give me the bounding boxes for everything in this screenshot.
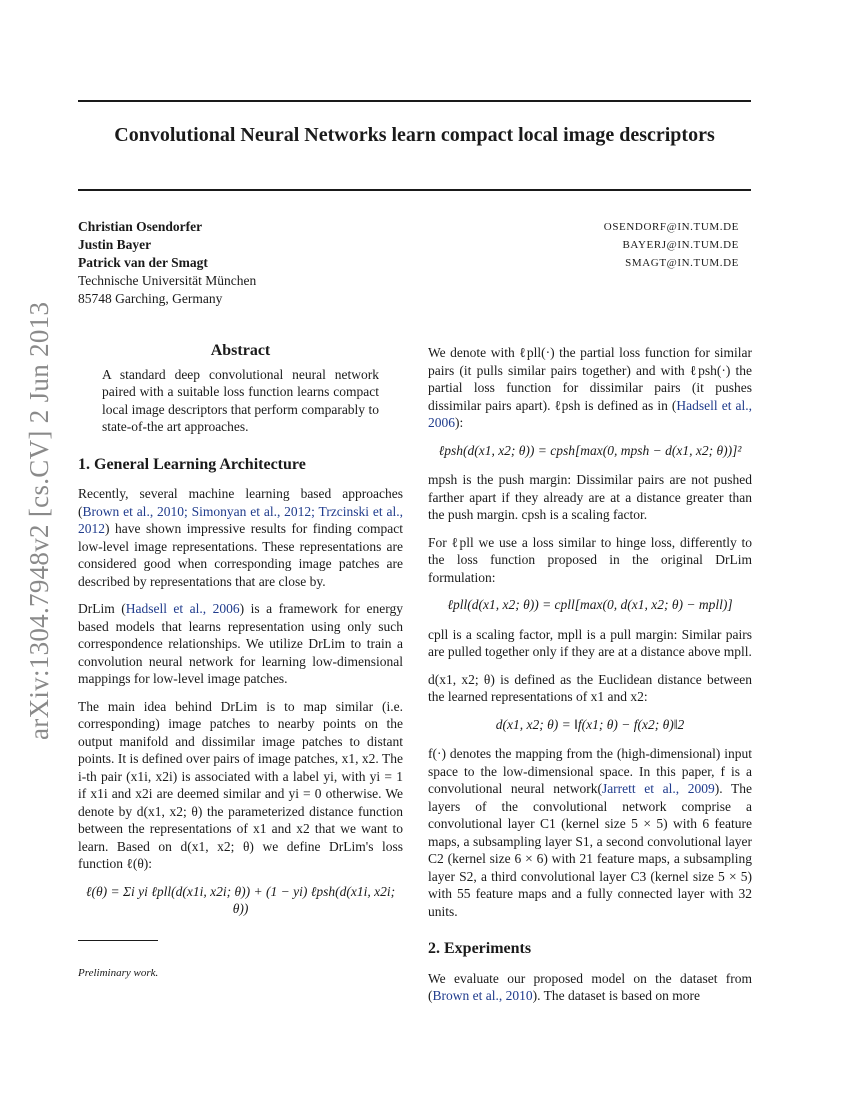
citation-link[interactable]: Hadsell et al., 2006 — [428, 397, 752, 430]
author-row — [78, 218, 751, 236]
paragraph-text: f(·) denotes the mapping from the (high-dimensional) input space to the low-dimensional space. In this paper, f is a convolutional neural network( — [428, 746, 752, 796]
paragraph — [428, 745, 752, 920]
author-name: Justin Bayer — [78, 237, 152, 252]
paragraph-text: ) have shown impressive results for finding compact low-level image representations. These representations are considered good when corresponding image patches are described by representations that are close by. — [78, 521, 403, 589]
author-row — [78, 236, 751, 254]
paragraph — [78, 600, 403, 688]
paragraph-text: ): — [455, 415, 464, 430]
paragraph — [78, 485, 403, 590]
paragraph: mpsh is the push margin: Dissimilar pairs are not pushed farther apart if they already are at a distance greater than the push margin. cpsh is a scaling factor. — [428, 472, 752, 522]
paragraph-text: ) is a framework for energy based models that learns representation using only such correspondence relationships. We utilize DrLim to train a convolution neural network for learning low-dimensional mappings for low-level image patches. — [78, 601, 403, 686]
author-email[interactable]: OSENDORF@IN.TUM.DE — [603, 221, 739, 233]
paragraph: For ℓpll we use a loss similar to hinge loss, differently to the loss function proposed in the original DrLim formulation: — [428, 534, 752, 585]
right-column — [428, 344, 752, 1015]
section-heading: 2. Experiments — [428, 940, 532, 957]
affiliation-line: Technische Universität München — [78, 273, 257, 288]
paragraph-text: ). The layers of the convolutional network comprise a convolutional layer C1 (kernel size 5 × 5) with 6 feature maps, a subsampling layer S1, a second convolutional layer C2 (kernel size 6 × 6) with 21 feature maps, a subsampling layer S2, a third convolutional layer C3 (kernel size 5 × 5) with 55 feature maps and a fully connected layer with 32 units. — [428, 781, 752, 919]
paragraph-text: ). The dataset is based on more — [532, 988, 700, 1003]
citation-link[interactable]: Brown et al., 2010; Simonyan et al., 2012; Trzcinski et al., 2012 — [78, 503, 403, 536]
author-email[interactable]: SMAGT@IN.TUM.DE — [625, 257, 739, 269]
abstract-text: A standard deep convolutional neural network paired with a suitable loss function learns compact local image descriptors that perform comparably to state-of-the art approaches. — [102, 366, 379, 434]
equation: ℓ(θ) = Σi yi ℓpll(d(x1i, x2i; θ)) + (1 − yi) ℓpsh(d(x1i, x2i; θ)) — [85, 883, 396, 916]
paragraph — [428, 970, 752, 1005]
author-name: Christian Osendorfer — [78, 219, 203, 234]
affiliation-line: 85748 Garching, Germany — [78, 291, 223, 306]
paragraph — [428, 344, 752, 432]
abstract-heading: Abstract — [210, 342, 271, 359]
section-heading: 1. General Learning Architecture — [78, 455, 306, 473]
footnote-rule — [78, 940, 158, 941]
paragraph: cpll is a scaling factor, mpll is a pull margin: Similar pairs are pulled together only if they are at a distance above mpll. — [428, 626, 752, 659]
paragraph-text: We evaluate our proposed model on the dataset from ( — [428, 970, 752, 1003]
equation: ℓpll(d(x1, x2; θ)) = cpll[max(0, d(x1, x2; θ) − mpll)] — [447, 597, 733, 612]
author-block — [78, 218, 751, 308]
left-column — [78, 342, 403, 982]
author-name: Patrick van der Smagt — [78, 255, 208, 270]
citation-link[interactable]: Jarrett et al., 2009 — [601, 781, 715, 796]
arxiv-identifier: arXiv:1304.7948v2 [cs.CV] 2 Jun 2013 — [24, 301, 54, 740]
top-rule — [78, 100, 751, 102]
author-email[interactable]: BAYERJ@IN.TUM.DE — [622, 239, 739, 251]
footnote: Preliminary work. — [78, 966, 159, 979]
title-rule — [78, 189, 751, 191]
paragraph-text: DrLim ( — [78, 601, 126, 616]
paragraph: The main idea behind DrLim is to map similar (i.e. corresponding) image patches to nearby points on the output manifold and dissimilar image patches to distant points. It is defined over pairs of image patches, x1, x2. The i-th pair (x1i, x2i) is associated with a label yi, with yi = 1 if x1i and x2i are deemed similar and yi = 0 otherwise. We denote by d(x1, x2; θ) the parameterized distance function between the representations of x1 and x2 that we want to learn. Based on d(x1, x2; θ) we define DrLim's loss function ℓ(θ): — [78, 698, 403, 871]
author-row — [78, 254, 751, 272]
paragraph-text: Recently, several machine learning based approaches ( — [78, 486, 403, 519]
citation-link[interactable]: Hadsell et al., 2006 — [125, 601, 240, 616]
paper-title: Convolutional Neural Networks learn compact local image descriptors — [114, 124, 715, 146]
citation-link[interactable]: Brown et al., 2010 — [432, 988, 533, 1003]
paragraph: d(x1, x2; θ) is defined as the Euclidean distance between the learned representations of x1 and x2: — [428, 671, 752, 704]
paragraph-text: We denote with ℓpll(·) the partial loss function for similar pairs (it pulls similar pairs together) and with ℓpsh(·) the partial loss function for dissimilar pairs (it pushes dissimilar pairs apart). ℓpsh is defined as in ( — [428, 345, 752, 413]
equation: d(x1, x2; θ) = ‖f(x1; θ) − f(x2; θ)‖2 — [495, 716, 685, 732]
equation: ℓpsh(d(x1, x2; θ)) = cpsh[max(0, mpsh − d(x1, x2; θ))]² — [438, 442, 742, 458]
